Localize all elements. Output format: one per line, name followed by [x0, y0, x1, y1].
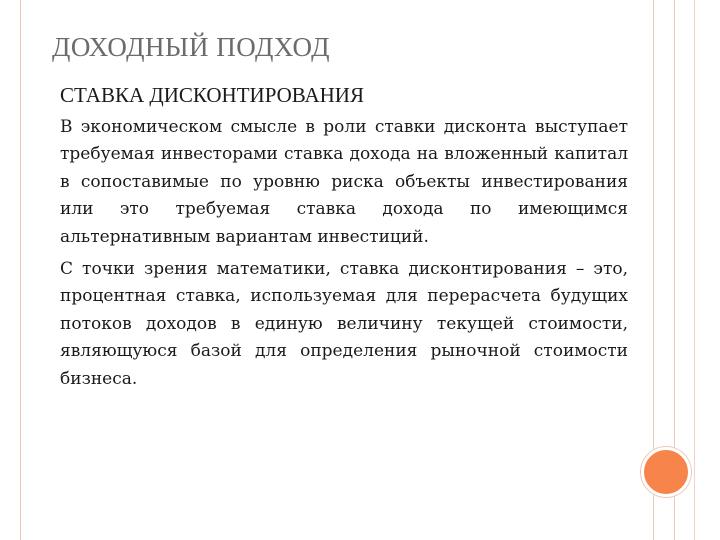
- right-decor-line: [694, 0, 695, 540]
- slide-content: [60, 83, 628, 398]
- left-decor-line: [20, 0, 21, 540]
- paragraph-1: В экономическом смысле в роли ставки дисконта выступает требуемая инвесторами ставка дохода на вложенный капитал в сопоставимые по уровню риска объекты инвестирования или это требуемая ставка дохода по имеющимся альтернативным вариантам инвестиций.: [60, 117, 628, 247]
- orange-circle-decor: [641, 447, 691, 497]
- slide-title: ДОХОДНЫЙ ПОДХОД: [52, 32, 331, 62]
- slide-subheading: СТАВКА ДИСКОНТИРОВАНИЯ: [60, 83, 364, 107]
- paragraph-2: С точки зрения математики, ставка дисконтирования – это, процентная ставка, используемая для перерасчета будущих потоков доходов в единую величину текущей стоимости, являющуюся базой для определения рыночной стоимости бизнеса.: [60, 259, 628, 389]
